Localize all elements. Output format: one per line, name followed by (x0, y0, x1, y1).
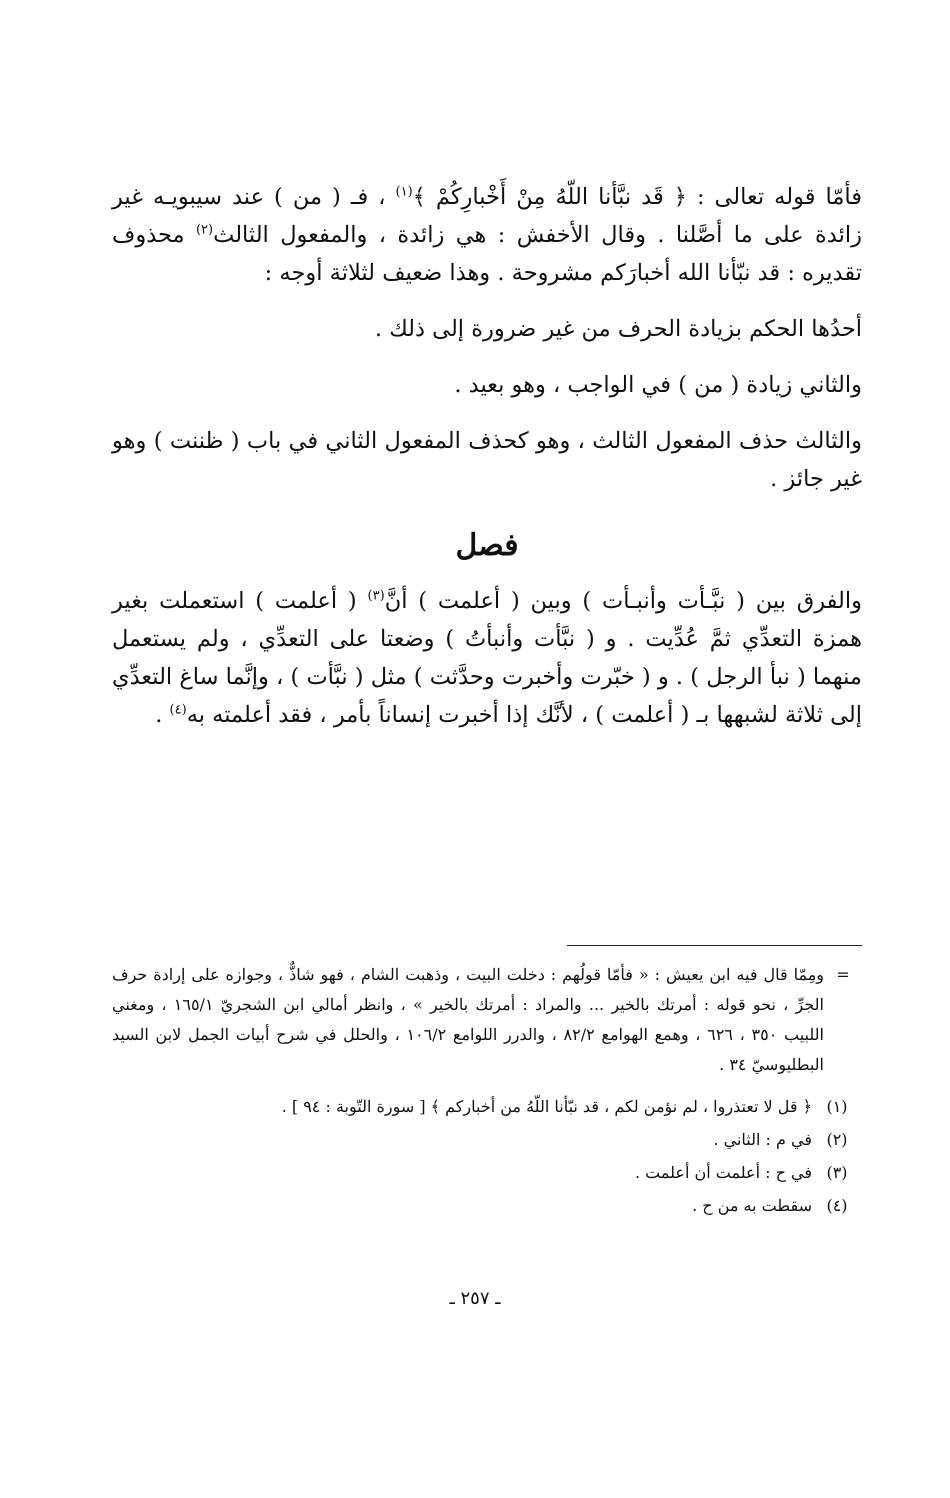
footnote-continuation (112, 960, 862, 1080)
footnote-item (112, 1123, 862, 1156)
footnote-text: في ح : أعلمت أن أعلمت . (635, 1163, 812, 1182)
paragraph-5-part-c: . (155, 702, 170, 728)
paragraph-2: أحدُها الحكم بزيادة الحرف من غير ضرورة إلى ذلك . (374, 316, 862, 342)
footnote-number: (١) (826, 1097, 848, 1116)
footnote-ref-1[interactable]: (١) (395, 184, 413, 200)
footnote-number: (٤) (826, 1196, 848, 1215)
footnote-list (112, 1090, 862, 1222)
paragraph-1-part-a: فأمّا قوله تعالى : ﴿ قَد نبَّأنا اللّهُ مِنْ أَخْبارِكُمْ ﴾ (412, 184, 862, 210)
footnote-number: (٣) (826, 1163, 848, 1182)
footnotes (112, 960, 862, 1222)
continuation-text: ومِمّا قال فيه ابن يعيش : « فأمّا قولُهم : دخلت البيت ، وذهبت الشام ، فهو شاذٌّ ، وجوازه على إرادة حرف الجرِّ ، نحو قوله : أمرتك بالخير ... والمراد : أمرتك بالخير » ، وانظر أمالي ابن الشجريّ ١٦٥/١ ، ومغني اللبيب ٣٥٠ ، ٦٢٦ ، وهمع الهوامع ٨٢/٢ ، والدرر اللوامع ١٠٦/٢ ، والحلل في شرح أبيات الجمل لابن السيد البطليوسيّ ٣٤ . (112, 965, 825, 1074)
footnote-ref-4[interactable]: (٤) (169, 702, 187, 718)
continuation-mark: = (836, 965, 850, 984)
paragraph-3: والثاني زيادة ( من ) في الواجب ، وهو بعيد . (454, 372, 862, 398)
footnote-text: ﴿ قل لا تعتذروا ، لم نؤمن لكم ، قد نبّأنا اللّهُ من أخباركم ﴾ [ سورة التّوبة : ٩٤ ] . (281, 1097, 812, 1116)
page-number: ـ ٢٥٧ ـ (449, 1288, 501, 1309)
footnote-item (112, 1156, 862, 1189)
paragraph-1-part-c: محذوف تقديره : قد نبّأنا الله أخبارَكم مشروحة . وهذا ضعيف لثلاثة أوجه : (112, 222, 862, 286)
footnote-item (112, 1189, 862, 1222)
footnote-separator (567, 945, 862, 946)
footnote-text: سقطت به من ح . (692, 1196, 812, 1215)
footnote-ref-3[interactable]: (٣) (367, 588, 385, 604)
main-text (112, 178, 862, 734)
footnote-item (112, 1090, 862, 1123)
section-title: فصل (455, 528, 519, 563)
footnote-number: (٢) (826, 1130, 848, 1149)
paragraph-4: والثالث حذف المفعول الثالث ، وهو كحذف المفعول الثاني في باب ( ظننت ) وهو غير جائز . (112, 428, 862, 492)
paragraph-1-part-b: ، فـ ( من ) عند سيبويـه غير زائدة على ما أصَّلنا . وقال الأخفش : هي زائدة ، والمفعول الثالث (112, 184, 863, 248)
paragraph-1 (112, 178, 862, 292)
footnote-text: في م : الثاني . (713, 1130, 812, 1149)
paragraph-5-part-b: ( أعلمت ) استعملت بغير همزة التعدِّي ثمَّ عُدِّيت . و ( نبَّأت وأنبأتُ ) وضعتا على التعدِّي ، ولم يستعمل منهما ( نبأ الرجل ) . و ( خبّرت وأخبرت وحدَّثت ) مثل ( نبَّأت ) ، وإنَّما ساغ التعدِّي إلى ثلاثة لشبهها بـ ( أعلمت ) ، لأنَّك إذا أخبرت إنساناً بأمر ، فقد أعلمته به (112, 588, 862, 728)
footnote-ref-2[interactable]: (٢) (195, 222, 214, 238)
paragraph-5 (112, 582, 862, 734)
paragraph-5-part-a: والفرق بين ( نبَّـأت وأنبـأت ) وبين ( أعلمت ) أنَّ (384, 588, 862, 614)
